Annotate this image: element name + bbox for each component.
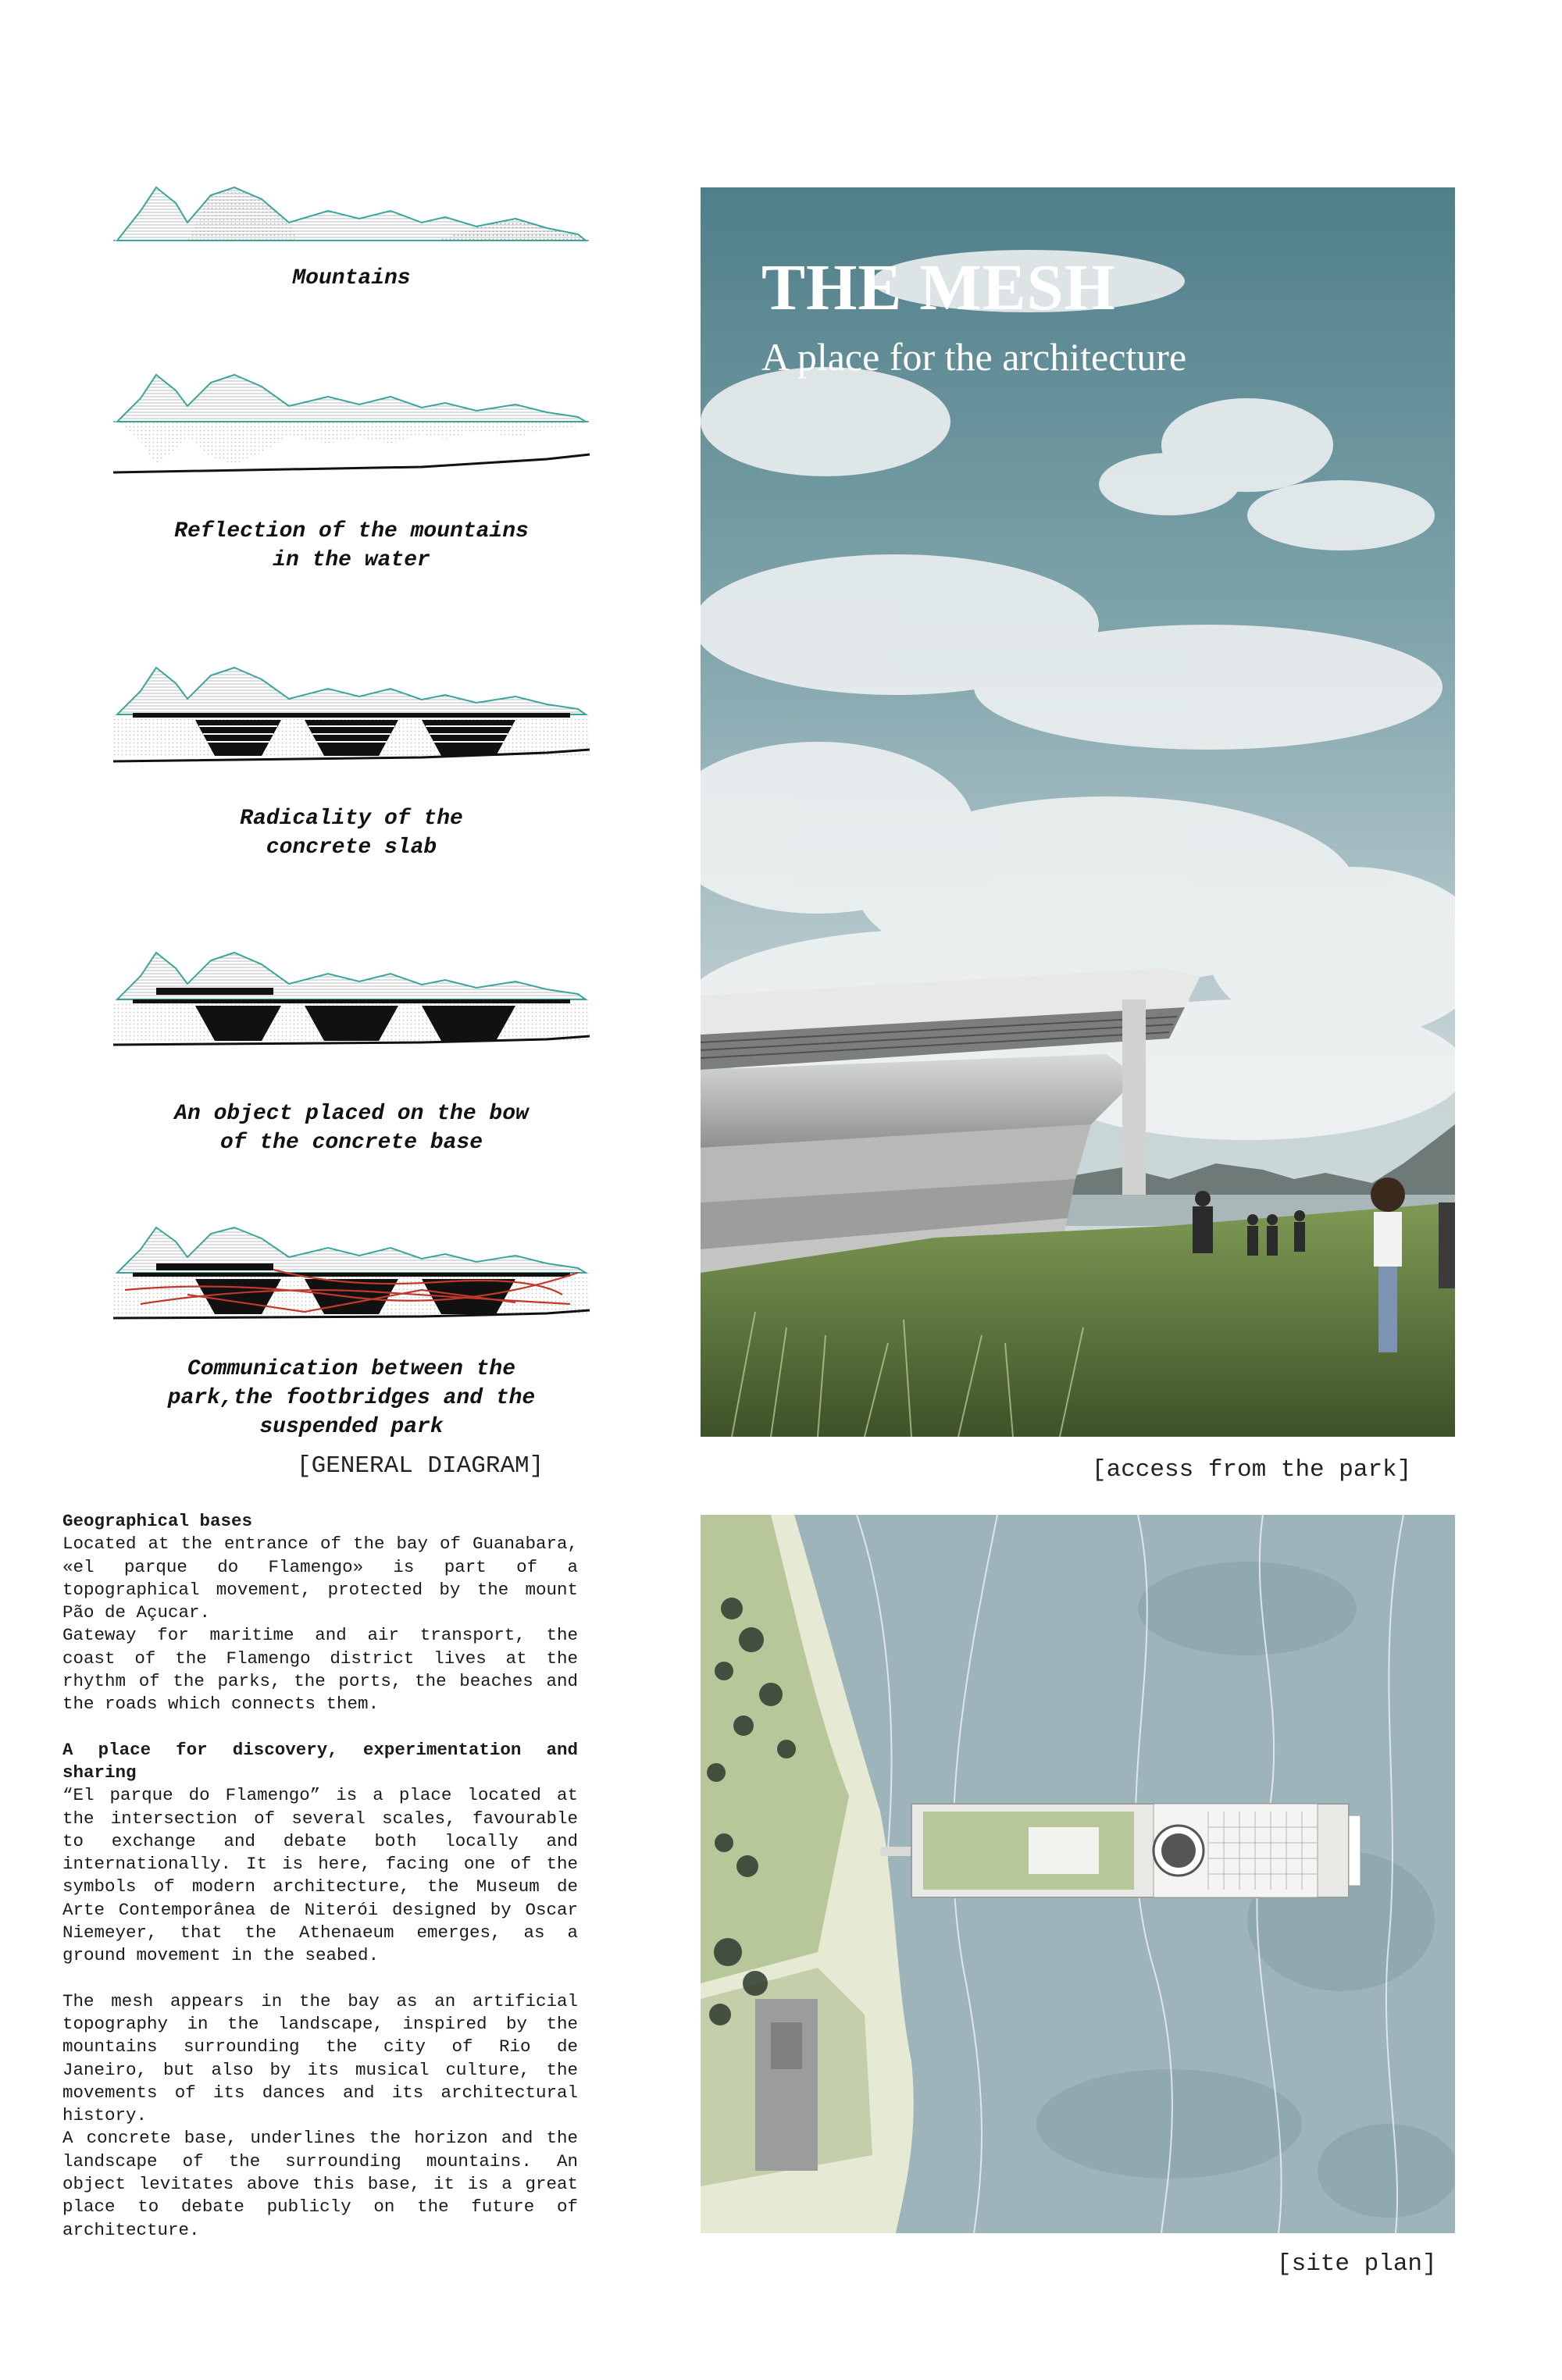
paragraph-5: A concrete base, underlines the horizon and the landscape of the surrounding mountains. An object levitates above this base, it is a great place to debate publicly on the future of architecture. (62, 2128, 578, 2240)
hero-subtitle: A place for the architecture (761, 335, 1187, 379)
communication-sketch (109, 1218, 594, 1327)
hero-label: [access from the park] (1092, 1456, 1412, 1484)
slab-sketch (109, 648, 594, 765)
paragraph-4: The mesh appears in the bay as an artificial topography in the landscape, inspired by the mountains surrounding the city of Rio de Janeiro, but also by its musical culture, the movements of its dances and its architectural history. (62, 1990, 578, 2126)
diagram-caption-4: An object placed on the bow of the concrete base (174, 1102, 529, 1155)
site-plan-label: [site plan] (1277, 2250, 1437, 2278)
paragraph-1: Located at the entrance of the bay of Guanabara, «el parque do Flamengo» is part of a topographical movement, protected by the mount Pão de Açucar. (62, 1534, 578, 1623)
general-diagram-label: [GENERAL DIAGRAM] (297, 1452, 544, 1480)
diagram-mountains (109, 180, 594, 258)
mountains-sketch (109, 180, 594, 258)
diagram-caption-2: Reflection of the mountains in the water (174, 519, 529, 572)
heading-discovery: A place for discovery, experimentation and sharing (62, 1739, 578, 1783)
diagram-communication (109, 1218, 594, 1327)
object-sketch (109, 941, 594, 1050)
diagram-caption-3: Radicality of the concrete slab (240, 807, 463, 860)
paragraph-3: “El parque do Flamengo” is a place located at the intersection of several scales, favourable to exchange and debate both locally and internationally. It is here, facing one of the symbols of modern architecture, the Museum de Arte Contemporânea de Niterói designed by Oscar Niemeyer, that the Athenaeum emerges, as a ground movement in the seabed. (62, 1785, 578, 1966)
hero-title: THE MESH (761, 251, 1116, 324)
reflection-sketch (109, 367, 594, 480)
diagram-caption-5: Communication between the park,the footbridges and the suspended park (167, 1357, 536, 1439)
hero-render (701, 187, 1455, 1437)
site-plan-illustration (701, 1515, 1455, 2233)
diagram-slab (109, 648, 594, 765)
diagram-reflection (109, 367, 594, 480)
paragraph-2: Gateway for maritime and air transport, the coast of the Flamengo district lives at the rhythm of the parks, the ports, the beaches and the roads which connects them. (62, 1625, 578, 1715)
diagram-object (109, 941, 594, 1050)
heading-geographical-bases: Geographical bases (62, 1511, 253, 1531)
description-text (62, 1510, 578, 2242)
diagram-caption-1: Mountains (292, 266, 411, 290)
site-plan (701, 1515, 1455, 2233)
